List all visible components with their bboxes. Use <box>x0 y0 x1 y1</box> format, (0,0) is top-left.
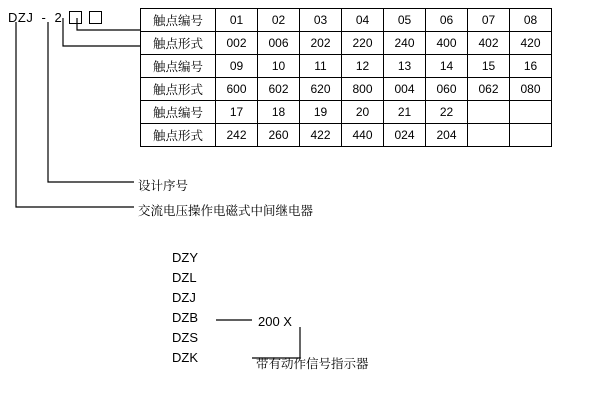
table-cell: 17 <box>216 101 258 124</box>
table-cell: 400 <box>426 32 468 55</box>
table-row <box>141 78 552 101</box>
row-label: 触点形式 <box>141 124 216 147</box>
series-item: DZJ <box>172 290 196 305</box>
annotation-design-number: 设计序号 <box>138 179 189 193</box>
annotation-relay-type: 交流电压操作电磁式中间继电器 <box>138 204 314 218</box>
table-cell: 080 <box>510 78 552 101</box>
table-cell: 620 <box>300 78 342 101</box>
series-list <box>172 248 198 368</box>
model-dash: - <box>41 10 47 25</box>
table-cell: 240 <box>384 32 426 55</box>
table-cell: 19 <box>300 101 342 124</box>
row-label: 触点编号 <box>141 101 216 124</box>
table-cell: 21 <box>384 101 426 124</box>
table-cell: 14 <box>426 55 468 78</box>
table-cell: 402 <box>468 32 510 55</box>
table-cell: 422 <box>300 124 342 147</box>
table-cell: 420 <box>510 32 552 55</box>
table-cell: 04 <box>342 9 384 32</box>
table-cell: 024 <box>384 124 426 147</box>
table-cell: 006 <box>258 32 300 55</box>
table-row <box>141 9 552 32</box>
table-cell: 15 <box>468 55 510 78</box>
row-label: 触点编号 <box>141 9 216 32</box>
model-prefix: DZJ <box>8 10 34 25</box>
series-suffix: 200 X <box>258 314 292 329</box>
table-cell: 242 <box>216 124 258 147</box>
table-cell: 02 <box>258 9 300 32</box>
table-cell: 06 <box>426 9 468 32</box>
table-cell: 004 <box>384 78 426 101</box>
table-cell <box>510 101 552 124</box>
table-cell: 220 <box>342 32 384 55</box>
table-row <box>141 55 552 78</box>
table-cell: 11 <box>300 55 342 78</box>
table-cell: 202 <box>300 32 342 55</box>
series-item: DZK <box>172 350 198 365</box>
table-cell: 440 <box>342 124 384 147</box>
table-cell <box>468 101 510 124</box>
table-row <box>141 32 552 55</box>
table-cell: 260 <box>258 124 300 147</box>
series-item: DZB <box>172 310 198 325</box>
table-cell: 600 <box>216 78 258 101</box>
series-item: DZL <box>172 270 197 285</box>
contact-table-wrap <box>140 8 552 147</box>
table-cell: 602 <box>258 78 300 101</box>
model-box-1 <box>69 11 82 24</box>
table-cell: 800 <box>342 78 384 101</box>
table-cell <box>510 124 552 147</box>
model-number: 2 <box>54 10 63 25</box>
table-cell: 12 <box>342 55 384 78</box>
table-cell: 05 <box>384 9 426 32</box>
table-row <box>141 124 552 147</box>
table-cell: 16 <box>510 55 552 78</box>
table-cell: 18 <box>258 101 300 124</box>
series-item: DZY <box>172 250 198 265</box>
row-label: 触点形式 <box>141 78 216 101</box>
series-note: 带有动作信号指示器 <box>256 357 369 371</box>
model-code-line <box>8 10 102 25</box>
table-cell: 20 <box>342 101 384 124</box>
series-item: DZS <box>172 330 198 345</box>
table-row <box>141 101 552 124</box>
table-cell: 062 <box>468 78 510 101</box>
table-cell: 03 <box>300 9 342 32</box>
table-cell: 01 <box>216 9 258 32</box>
row-label: 触点编号 <box>141 55 216 78</box>
row-label: 触点形式 <box>141 32 216 55</box>
model-box-2 <box>89 11 102 24</box>
table-cell: 09 <box>216 55 258 78</box>
table-cell <box>468 124 510 147</box>
table-cell: 07 <box>468 9 510 32</box>
table-cell: 13 <box>384 55 426 78</box>
table-cell: 204 <box>426 124 468 147</box>
contact-table <box>140 8 552 147</box>
table-cell: 08 <box>510 9 552 32</box>
table-cell: 060 <box>426 78 468 101</box>
table-cell: 002 <box>216 32 258 55</box>
table-cell: 10 <box>258 55 300 78</box>
table-cell: 22 <box>426 101 468 124</box>
